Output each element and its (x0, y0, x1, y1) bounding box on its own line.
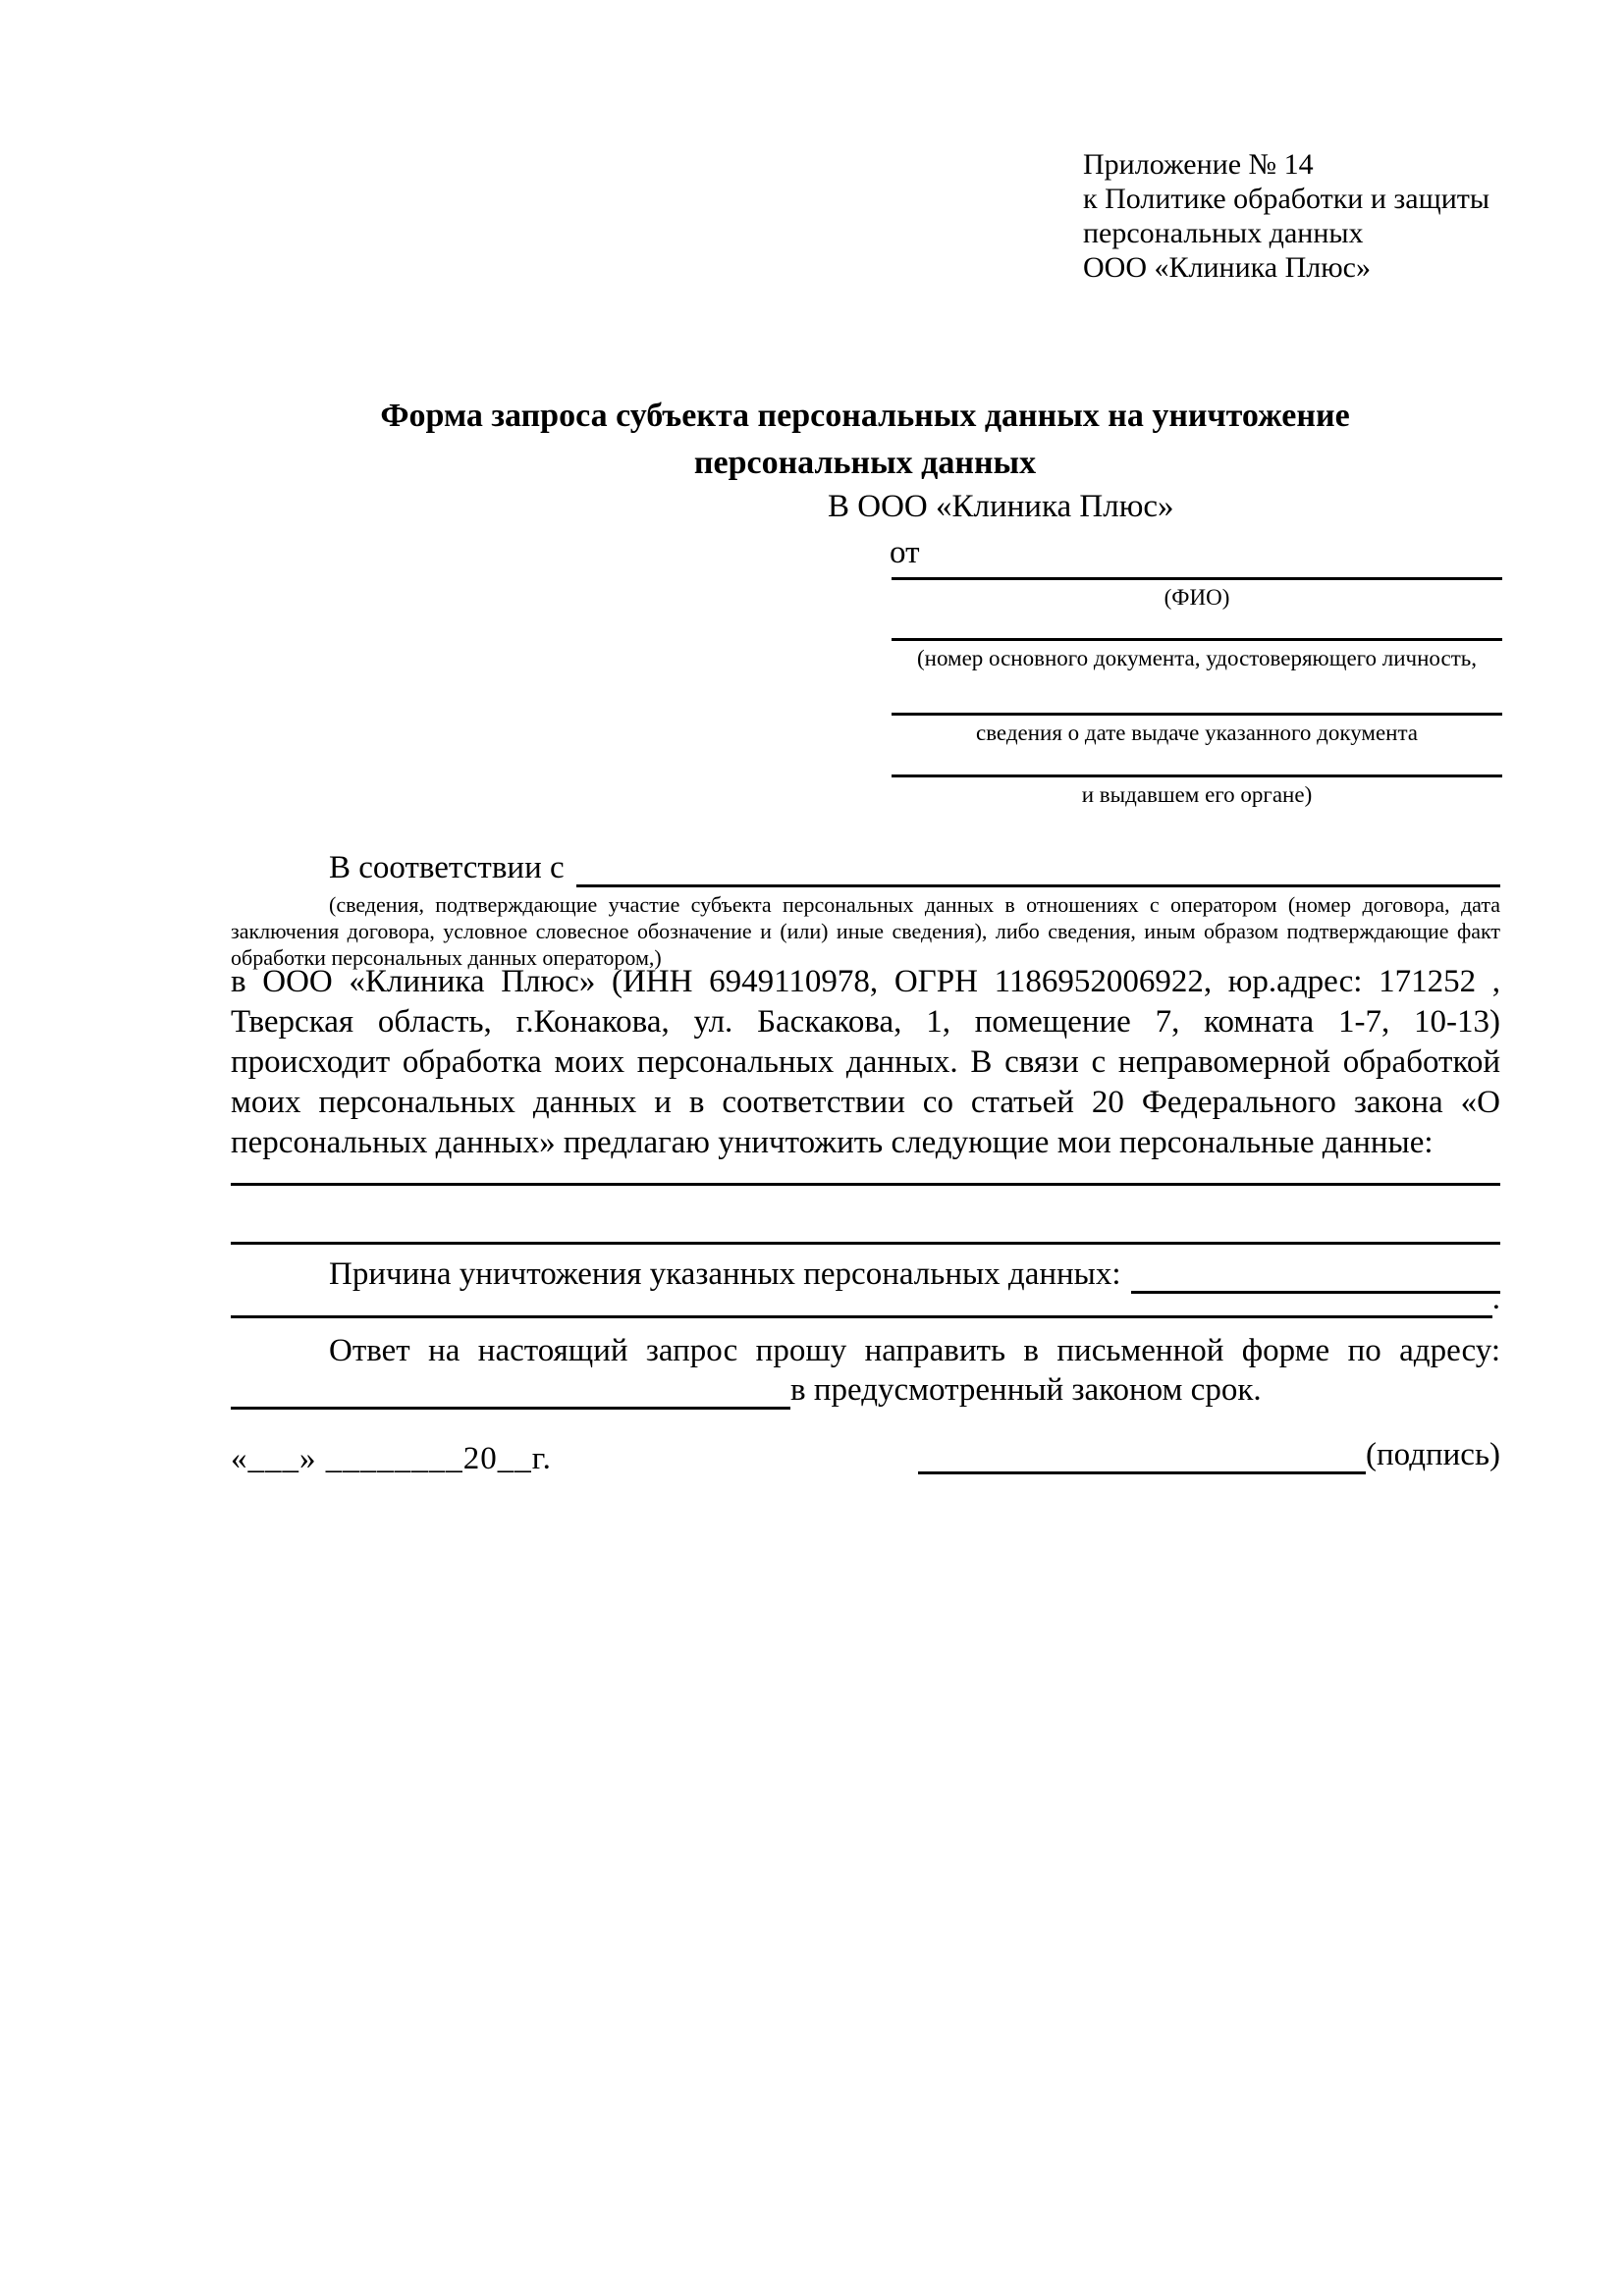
signature-caption: (подпись) (1366, 1437, 1500, 1472)
fio-caption: (ФИО) (1164, 585, 1230, 610)
reason-blank-line-2 (231, 1282, 1492, 1318)
address-blank-line (231, 1373, 790, 1410)
date-line: «___» ________20__г. (231, 1441, 552, 1476)
issue-date-caption: сведения о дате выдаче указанного документа (975, 721, 1419, 745)
response-tail: в предусмотренный законом срок. (790, 1372, 1262, 1408)
appendix-header (1083, 147, 1505, 285)
appendix-header-line: ООО «Клиника Плюс» (1083, 251, 1371, 284)
accordance-row (329, 848, 1500, 887)
appendix-header-line: персональных данных (1083, 217, 1364, 249)
response-request-text: Ответ на настоящий запрос прошу направить в письменной форме по адресу: (329, 1333, 1500, 1368)
issuing-authority-blank-line (892, 774, 1502, 777)
accordance-blank-line (576, 851, 1500, 887)
appendix-header-line: Приложение № 14 (1083, 148, 1314, 181)
accordance-note: (сведения, подтверждающие участие субъекта персональных данных в отношениях с оператором (номер договора, дата заключения договора, условное словесное обозначение и (или) иные сведения), либо сведения, иным образом подтверждающие факт обработки персональных данных оператором,) (231, 892, 1500, 970)
reason-label: Причина уничтожения указанных персональных данных: (329, 1256, 1121, 1292)
from-label: от (890, 535, 920, 570)
signature-blank-line (918, 1438, 1366, 1474)
body-paragraph: в ООО «Клиника Плюс» (ИНН 6949110978, ОГРН 1186952006922, юр.адрес: 171252 , Тверская область, г.Конакова, ул. Баскакова, 1, помещение 7, комната 1-7, 10-13) происходит обработка моих персональных данных. В связи с неправомерной обработкой моих персональных данных и в соответствии со статьей 20 Федерального закона «О персональных данных» предлагаю уничтожить следующие мои персональные данные: (231, 964, 1500, 1160)
appendix-header-line: к Политике обработки и защиты (1083, 183, 1490, 215)
form-title: Форма запроса субъекта персональных данных на уничтожение персональных данных (380, 398, 1350, 481)
id-document-blank-line (892, 638, 1502, 641)
issue-date-blank-line (892, 713, 1502, 716)
id-document-caption: (номер основного документа, удостоверяющего личность, (916, 646, 1477, 670)
response-address-row (231, 1370, 1500, 1410)
addressee-line: В ООО «Клиника Плюс» (828, 489, 1174, 524)
data-blank-line-1 (231, 1183, 1500, 1186)
data-blank-line-2 (231, 1242, 1500, 1245)
issuing-authority-caption: и выдавшем его органе) (1081, 782, 1313, 807)
reason-continuation-row (231, 1279, 1500, 1318)
fio-blank-line (892, 577, 1502, 580)
period: . (1491, 1281, 1500, 1316)
accordance-lead: В соответствии с (329, 850, 565, 885)
signature-group (918, 1435, 1500, 1474)
